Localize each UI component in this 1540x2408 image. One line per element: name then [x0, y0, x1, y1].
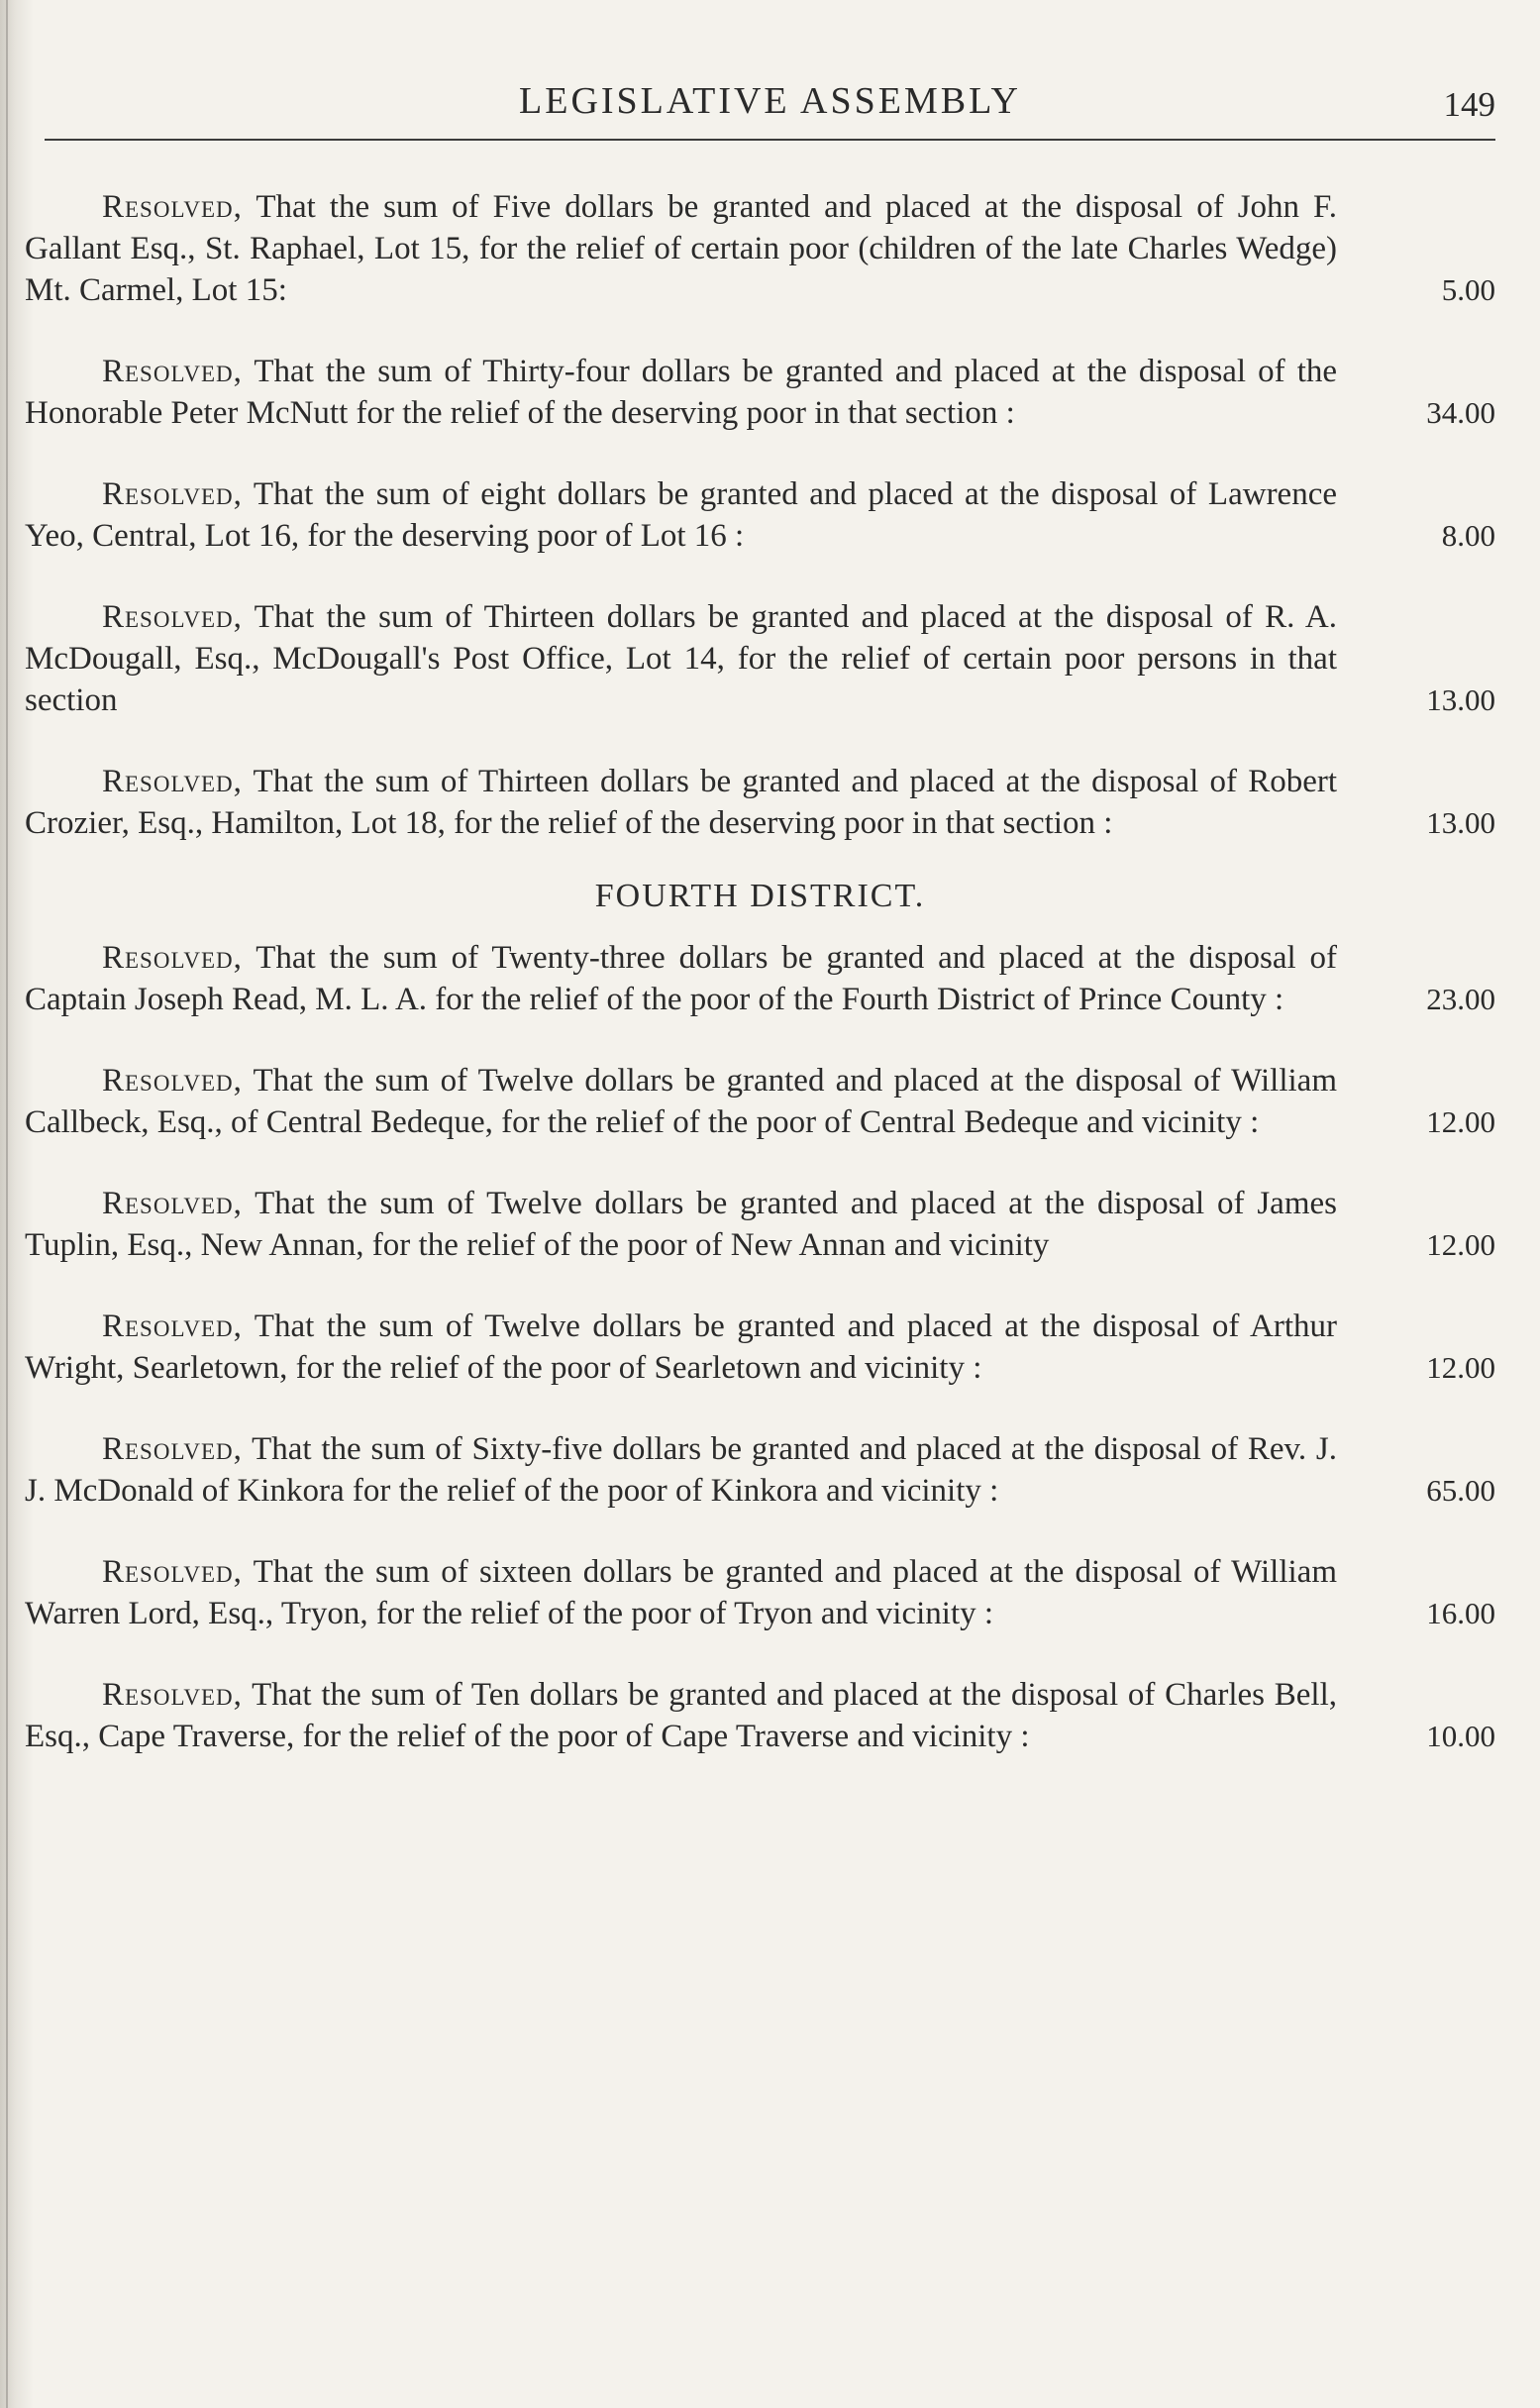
resolution-text [25, 1183, 1337, 1266]
resolution-entry [25, 1674, 1495, 1757]
resolution-body: That the sum of Thirty-four dollars be granted and placed at the disposal of the Honorable Peter McNutt for the relief of the deserving poor in that section : [25, 354, 1338, 431]
resolution-amount: 34.00 [1426, 395, 1495, 430]
resolution-text [25, 596, 1337, 721]
resolution-entry [25, 761, 1495, 844]
running-title: LEGISLATIVE ASSEMBLY [519, 80, 1021, 122]
section-heading: FOURTH DISTRICT. [594, 878, 926, 914]
resolution-amount: 10.00 [1426, 1719, 1495, 1753]
resolution-amount: 16.00 [1426, 1596, 1495, 1630]
resolution-body: That the sum of Twelve dollars be granted and placed at the disposal of James Tuplin, Esq., New Annan, for the relief of the poor of New Annan and vicinity [25, 1186, 1337, 1263]
resolution-entry [25, 937, 1495, 1020]
resolution-text [25, 473, 1337, 557]
resolution-text [25, 1551, 1337, 1634]
resolved-keyword: Resolved, [102, 1431, 243, 1467]
resolution-amount: 12.00 [1426, 1227, 1495, 1262]
resolved-keyword: Resolved, [102, 599, 243, 635]
resolution-amount: 23.00 [1426, 982, 1495, 1016]
page-body [25, 186, 1495, 1797]
resolved-keyword: Resolved, [102, 764, 243, 799]
resolution-amount: 65.00 [1426, 1473, 1495, 1508]
resolution-body: That the sum of sixteen dollars be granted and placed at the disposal of William Warren Lord, Esq., Tryon, for the relief of the poor of Tryon and vicinity : [25, 1554, 1337, 1631]
resolution-entry [25, 1306, 1495, 1389]
resolution-entry [25, 1551, 1495, 1634]
resolution-body: That the sum of Thirteen dollars be granted and placed at the disposal of R. A. McDougall, Esq., McDougall's Post Office, Lot 14, for the relief of certain poor persons in that section [25, 599, 1337, 718]
resolution-text [25, 351, 1337, 434]
resolution-text [25, 186, 1337, 311]
resolution-entry [25, 186, 1495, 311]
resolution-amount: 12.00 [1426, 1350, 1495, 1385]
binding-shadow-line [6, 0, 8, 2408]
resolved-keyword: Resolved, [102, 1554, 243, 1590]
resolved-keyword: Resolved, [102, 1309, 243, 1344]
resolution-entry [25, 473, 1495, 557]
resolution-body: That the sum of Five dollars be granted and placed at the disposal of John F. Gallant Esq., St. Raphael, Lot 15, for the relief of certain poor (children of the late Charles Wedge) Mt. Carmel, Lot 15: [25, 189, 1338, 308]
resolution-amount: 8.00 [1441, 518, 1495, 553]
resolution-body: That the sum of Sixty-five dollars be granted and placed at the disposal of Rev. J. J. McDonald of Kinkora for the relief of the poor of Kinkora and vicinity : [25, 1431, 1338, 1509]
resolution-text [25, 1060, 1337, 1143]
resolution-body: That the sum of Thirteen dollars be granted and placed at the disposal of Robert Crozier, Esq., Hamilton, Lot 18, for the relief of the deserving poor in that section : [25, 764, 1338, 841]
resolution-body: That the sum of eight dollars be granted and placed at the disposal of Lawrence Yeo, Central, Lot 16, for the deserving poor of Lot 16 : [25, 476, 1337, 554]
resolved-keyword: Resolved, [102, 189, 243, 225]
resolution-text [25, 761, 1337, 844]
resolution-body: That the sum of Twelve dollars be granted and placed at the disposal of William Callbeck, Esq., of Central Bedeque, for the relief of the poor of Central Bedeque and vicinity : [25, 1063, 1337, 1140]
resolution-entry [25, 1060, 1495, 1143]
resolution-entry [25, 1428, 1495, 1512]
resolution-text [25, 1306, 1337, 1389]
resolution-text [25, 1674, 1337, 1757]
resolution-text [25, 937, 1337, 1020]
resolution-entry [25, 596, 1495, 721]
page-number: 149 [1443, 85, 1495, 124]
resolved-keyword: Resolved, [102, 1063, 243, 1099]
resolution-text [25, 1428, 1337, 1512]
resolution-body: That the sum of Twenty-three dollars be granted and placed at the disposal of Captain Joseph Read, M. L. A. for the relief of the poor of the Fourth District of Prince County : [25, 940, 1338, 1017]
resolution-entry [25, 351, 1495, 434]
resolved-keyword: Resolved, [102, 940, 243, 976]
resolved-keyword: Resolved, [102, 1186, 243, 1221]
resolution-entry [25, 1183, 1495, 1266]
resolution-amount: 5.00 [1441, 272, 1495, 307]
resolution-body: That the sum of Twelve dollars be granted and placed at the disposal of Arthur Wright, Searletown, for the relief of the poor of Searletown and vicinity : [25, 1309, 1337, 1386]
resolved-keyword: Resolved, [102, 354, 243, 389]
header-rule [45, 139, 1495, 141]
resolution-amount: 13.00 [1426, 805, 1495, 840]
resolved-keyword: Resolved, [102, 1677, 243, 1713]
page-header [45, 71, 1495, 141]
resolution-amount: 12.00 [1426, 1104, 1495, 1139]
resolution-body: That the sum of Ten dollars be granted and placed at the disposal of Charles Bell, Esq., Cape Traverse, for the relief of the poor of Cape Traverse and vicinity : [25, 1677, 1337, 1754]
resolution-amount: 13.00 [1426, 682, 1495, 717]
resolved-keyword: Resolved, [102, 476, 243, 512]
